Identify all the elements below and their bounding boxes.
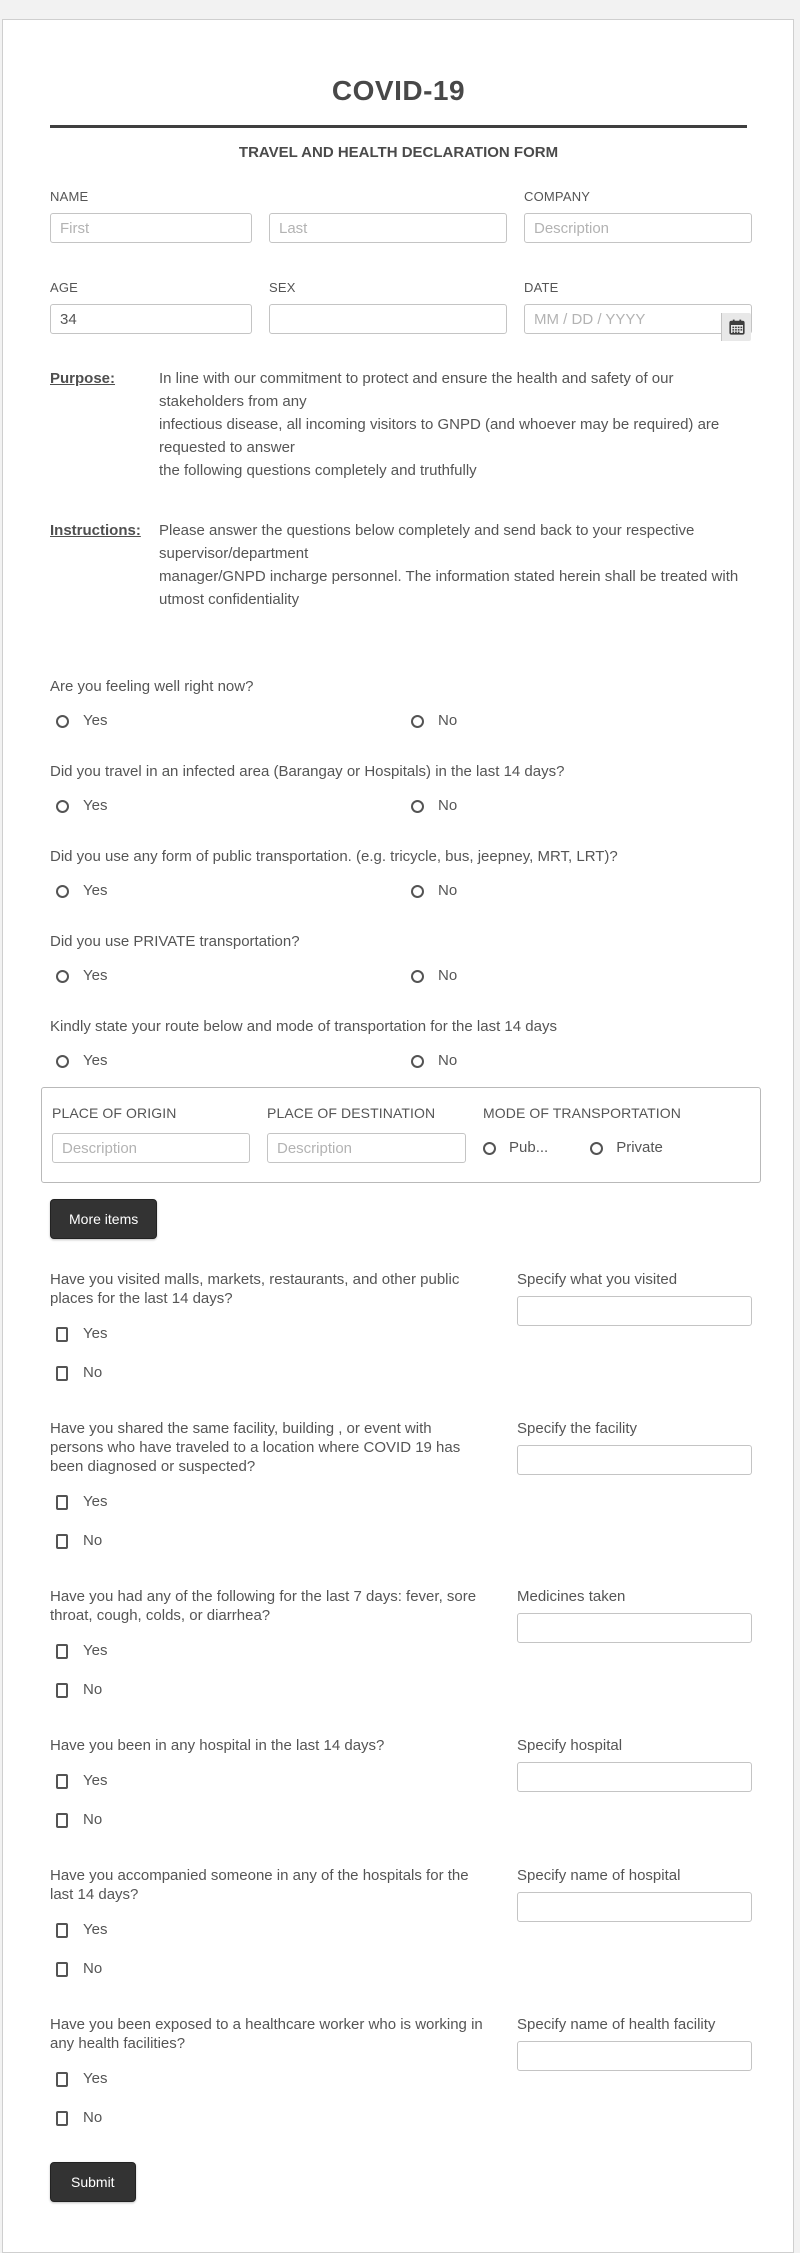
checkbox-option-yes[interactable] <box>56 1921 502 1939</box>
radio-icon[interactable] <box>411 885 424 898</box>
radio-icon[interactable] <box>411 1055 424 1068</box>
specify-label: Specify what you visited <box>517 1271 678 1288</box>
radio-icon[interactable] <box>411 800 424 813</box>
checkbox-question-shared-facility <box>50 1419 747 1550</box>
checkbox-icon[interactable] <box>56 1923 68 1938</box>
title-divider <box>50 125 747 128</box>
question-column <box>50 1587 502 1699</box>
checkbox-option-no[interactable] <box>56 1681 502 1699</box>
last-name-label-spacer <box>269 188 507 205</box>
sex-field-group <box>269 279 507 334</box>
form-card <box>2 19 794 2253</box>
origin-label: PLACE OF ORIGIN <box>52 1105 177 1121</box>
specify-column <box>517 2015 752 2127</box>
radio-option-yes[interactable] <box>56 1052 107 1070</box>
specify-visited-input[interactable] <box>517 1296 752 1326</box>
question-text: Did you use any form of public transportation. (e.g. tricycle, bus, jeepney, MRT, LRT)? <box>50 848 618 865</box>
mode-option-label: Pub... <box>509 1139 549 1156</box>
instructions-line: Please answer the questions below completely and send back to your respective supervisor/department <box>159 522 695 562</box>
age-input[interactable] <box>50 304 252 334</box>
name-company-row <box>50 188 747 243</box>
radio-option-yes[interactable] <box>56 967 107 985</box>
first-name-input[interactable] <box>50 213 252 243</box>
checkbox-option-yes[interactable] <box>56 1493 502 1511</box>
checkbox-icon[interactable] <box>56 1366 68 1381</box>
specify-column <box>517 1587 752 1699</box>
checkbox-question-symptoms <box>50 1587 747 1699</box>
checkbox-option-label: Yes <box>83 1921 108 1938</box>
radio-option-no[interactable] <box>411 1052 457 1070</box>
specify-label: Specify the facility <box>517 1420 638 1437</box>
specify-column <box>517 1736 752 1829</box>
radio-option-label: No <box>438 967 458 984</box>
question-text: Have you had any of the following for the last 7 days: fever, sore throat, cough, colds, or diarrhea? <box>50 1588 477 1624</box>
origin-input[interactable] <box>52 1133 250 1163</box>
instructions-label: Instructions: <box>50 522 141 539</box>
age-field-group <box>50 279 252 334</box>
radio-icon[interactable] <box>411 715 424 728</box>
checkbox-icon[interactable] <box>56 2111 68 2126</box>
radio-question-infected-area <box>50 762 747 815</box>
radio-option-label: Yes <box>83 967 108 984</box>
radio-icon[interactable] <box>483 1142 496 1155</box>
checkbox-question-healthcare-worker-exposure <box>50 2015 747 2127</box>
date-label: DATE <box>524 280 559 295</box>
radio-options-row <box>50 967 747 985</box>
specify-label: Specify name of health facility <box>517 2016 716 2033</box>
checkbox-option-no[interactable] <box>56 1960 502 1978</box>
checkbox-option-no[interactable] <box>56 1811 502 1829</box>
checkbox-icon[interactable] <box>56 2072 68 2087</box>
purpose-section <box>50 367 747 482</box>
instructions-section <box>50 519 747 611</box>
checkbox-option-label: No <box>83 1811 103 1828</box>
question-text: Did you travel in an infected area (Barangay or Hospitals) in the last 14 days? <box>50 763 565 780</box>
company-input[interactable] <box>524 213 752 243</box>
radio-icon[interactable] <box>56 1055 69 1068</box>
name-label: NAME <box>50 189 89 204</box>
medicines-taken-input[interactable] <box>517 1613 752 1643</box>
mode-label: MODE OF TRANSPORTATION <box>483 1105 681 1121</box>
calendar-picker-button[interactable] <box>721 313 751 341</box>
radio-icon[interactable] <box>56 970 69 983</box>
sex-label: SEX <box>269 280 296 295</box>
radio-option-label: No <box>438 882 458 899</box>
question-text: Have you shared the same facility, building , or event with persons who have traveled to a location where COVID 19 has been diagnosed or suspected? <box>50 1420 461 1475</box>
checkbox-icon[interactable] <box>56 1683 68 1698</box>
purpose-line: In line with our commitment to protect and ensure the health and safety of our stakeholders from any <box>159 370 674 410</box>
mode-field-group <box>483 1105 760 1182</box>
radio-option-no[interactable] <box>411 712 457 730</box>
question-column <box>50 2015 502 2127</box>
radio-option-no[interactable] <box>411 797 457 815</box>
checkbox-option-no[interactable] <box>56 1532 502 1550</box>
checkbox-option-yes[interactable] <box>56 1772 502 1790</box>
radio-option-label: Yes <box>83 797 108 814</box>
checkbox-question-been-in-hospital <box>50 1736 747 1829</box>
date-input-wrap <box>524 304 752 334</box>
mode-option-private[interactable] <box>590 1139 663 1157</box>
instructions-line: manager/GNPD incharge personnel. The information stated herein shall be treated with utmost confidentiality <box>159 568 739 608</box>
date-field-group <box>524 279 752 334</box>
last-name-input[interactable] <box>269 213 507 243</box>
calendar-icon <box>729 319 745 335</box>
submit-button[interactable]: Submit <box>50 2162 136 2202</box>
company-field-group <box>524 188 752 243</box>
checkbox-option-label: No <box>83 2109 103 2126</box>
radio-icon[interactable] <box>56 885 69 898</box>
sex-input[interactable] <box>269 304 507 334</box>
checkbox-option-no[interactable] <box>56 1364 502 1382</box>
checkbox-icon[interactable] <box>56 1534 68 1549</box>
radio-icon[interactable] <box>590 1142 603 1155</box>
radio-options-row <box>50 712 747 730</box>
question-column <box>50 1419 502 1550</box>
radio-question-private-transport <box>50 932 747 985</box>
origin-field-group <box>52 1105 250 1182</box>
mode-option-label: Private <box>616 1139 663 1156</box>
question-text: Have you visited malls, markets, restaurants, and other public places for the last 14 days? <box>50 1271 460 1307</box>
question-column <box>50 1270 502 1382</box>
form-title: COVID-19 <box>331 75 466 106</box>
radio-question-feeling-well <box>50 677 747 730</box>
radio-option-no[interactable] <box>411 967 457 985</box>
age-sex-date-row <box>50 279 747 334</box>
specify-label: Specify name of hospital <box>517 1867 681 1884</box>
purpose-line: infectious disease, all incoming visitors to GNPD (and whoever may be required) are requested to answer <box>159 416 720 456</box>
radio-option-label: No <box>438 712 458 729</box>
question-column <box>50 1736 502 1829</box>
checkbox-option-label: No <box>83 1960 103 1977</box>
destination-field-group <box>267 1105 466 1182</box>
question-column <box>50 1866 502 1978</box>
last-name-field-group <box>269 188 507 243</box>
radio-question-route <box>50 1017 747 1070</box>
radio-options-row <box>50 797 747 815</box>
radio-icon[interactable] <box>411 970 424 983</box>
checkbox-option-label: Yes <box>83 1772 108 1789</box>
specify-facility-input[interactable] <box>517 1445 752 1475</box>
specify-hospital-name-input[interactable] <box>517 1892 752 1922</box>
radio-option-no[interactable] <box>411 882 457 900</box>
checkbox-question-accompanied-someone <box>50 1866 747 1978</box>
checkbox-icon[interactable] <box>56 1962 68 1977</box>
form-subtitle: TRAVEL AND HEALTH DECLARATION FORM <box>238 144 559 161</box>
radio-icon[interactable] <box>56 800 69 813</box>
specify-column <box>517 1419 752 1550</box>
radio-option-label: No <box>438 1052 458 1069</box>
radio-option-label: No <box>438 797 458 814</box>
checkbox-option-label: Yes <box>83 1325 108 1342</box>
more-items-button[interactable]: More items <box>50 1199 157 1239</box>
checkbox-icon[interactable] <box>56 1774 68 1789</box>
mode-options-row <box>483 1133 760 1157</box>
checkbox-question-visited-public-places <box>50 1270 747 1382</box>
specify-hospital-input[interactable] <box>517 1762 752 1792</box>
radio-option-label: Yes <box>83 1052 108 1069</box>
radio-options-row <box>50 1052 747 1070</box>
radio-option-yes[interactable] <box>56 882 107 900</box>
checkbox-option-no[interactable] <box>56 2109 502 2127</box>
age-label: AGE <box>50 280 79 295</box>
instructions-text <box>159 519 747 611</box>
checkbox-option-yes[interactable] <box>56 2070 502 2088</box>
question-text: Have you been in any hospital in the last 14 days? <box>50 1737 385 1754</box>
destination-label: PLACE OF DESTINATION <box>267 1105 436 1121</box>
question-text: Did you use PRIVATE transportation? <box>50 933 300 950</box>
purpose-label: Purpose: <box>50 370 116 387</box>
purpose-text <box>159 367 747 482</box>
radio-question-public-transport <box>50 847 747 900</box>
specify-column <box>517 1866 752 1978</box>
name-field-group <box>50 188 252 243</box>
company-label: COMPANY <box>524 189 591 204</box>
radio-option-label: Yes <box>83 712 108 729</box>
checkbox-option-yes[interactable] <box>56 1642 502 1660</box>
checkbox-icon[interactable] <box>56 1495 68 1510</box>
question-text: Kindly state your route below and mode of transportation for the last 14 days <box>50 1018 557 1035</box>
route-table <box>41 1087 761 1183</box>
checkbox-option-yes[interactable] <box>56 1325 502 1343</box>
destination-input[interactable] <box>267 1133 466 1163</box>
date-input[interactable] <box>524 304 752 334</box>
checkbox-option-label: Yes <box>83 2070 108 2087</box>
checkbox-icon[interactable] <box>56 1327 68 1342</box>
radio-options-row <box>50 882 747 900</box>
question-text: Have you accompanied someone in any of the hospitals for the last 14 days? <box>50 1867 469 1903</box>
checkbox-option-label: No <box>83 1532 103 1549</box>
radio-option-yes[interactable] <box>56 712 107 730</box>
question-text: Are you feeling well right now? <box>50 678 254 695</box>
checkbox-option-label: No <box>83 1364 103 1381</box>
radio-icon[interactable] <box>56 715 69 728</box>
checkbox-icon[interactable] <box>56 1813 68 1828</box>
purpose-line: the following questions completely and truthfully <box>159 462 477 479</box>
specify-label: Specify hospital <box>517 1737 623 1754</box>
checkbox-option-label: Yes <box>83 1642 108 1659</box>
specify-label: Medicines taken <box>517 1588 626 1605</box>
specify-column <box>517 1270 752 1382</box>
checkbox-option-label: No <box>83 1681 103 1698</box>
radio-option-label: Yes <box>83 882 108 899</box>
radio-option-yes[interactable] <box>56 797 107 815</box>
checkbox-option-label: Yes <box>83 1493 108 1510</box>
specify-health-facility-input[interactable] <box>517 2041 752 2071</box>
mode-option-public[interactable] <box>483 1139 548 1157</box>
question-text: Have you been exposed to a healthcare worker who is working in any health facilities? <box>50 2016 483 2052</box>
checkbox-icon[interactable] <box>56 1644 68 1659</box>
